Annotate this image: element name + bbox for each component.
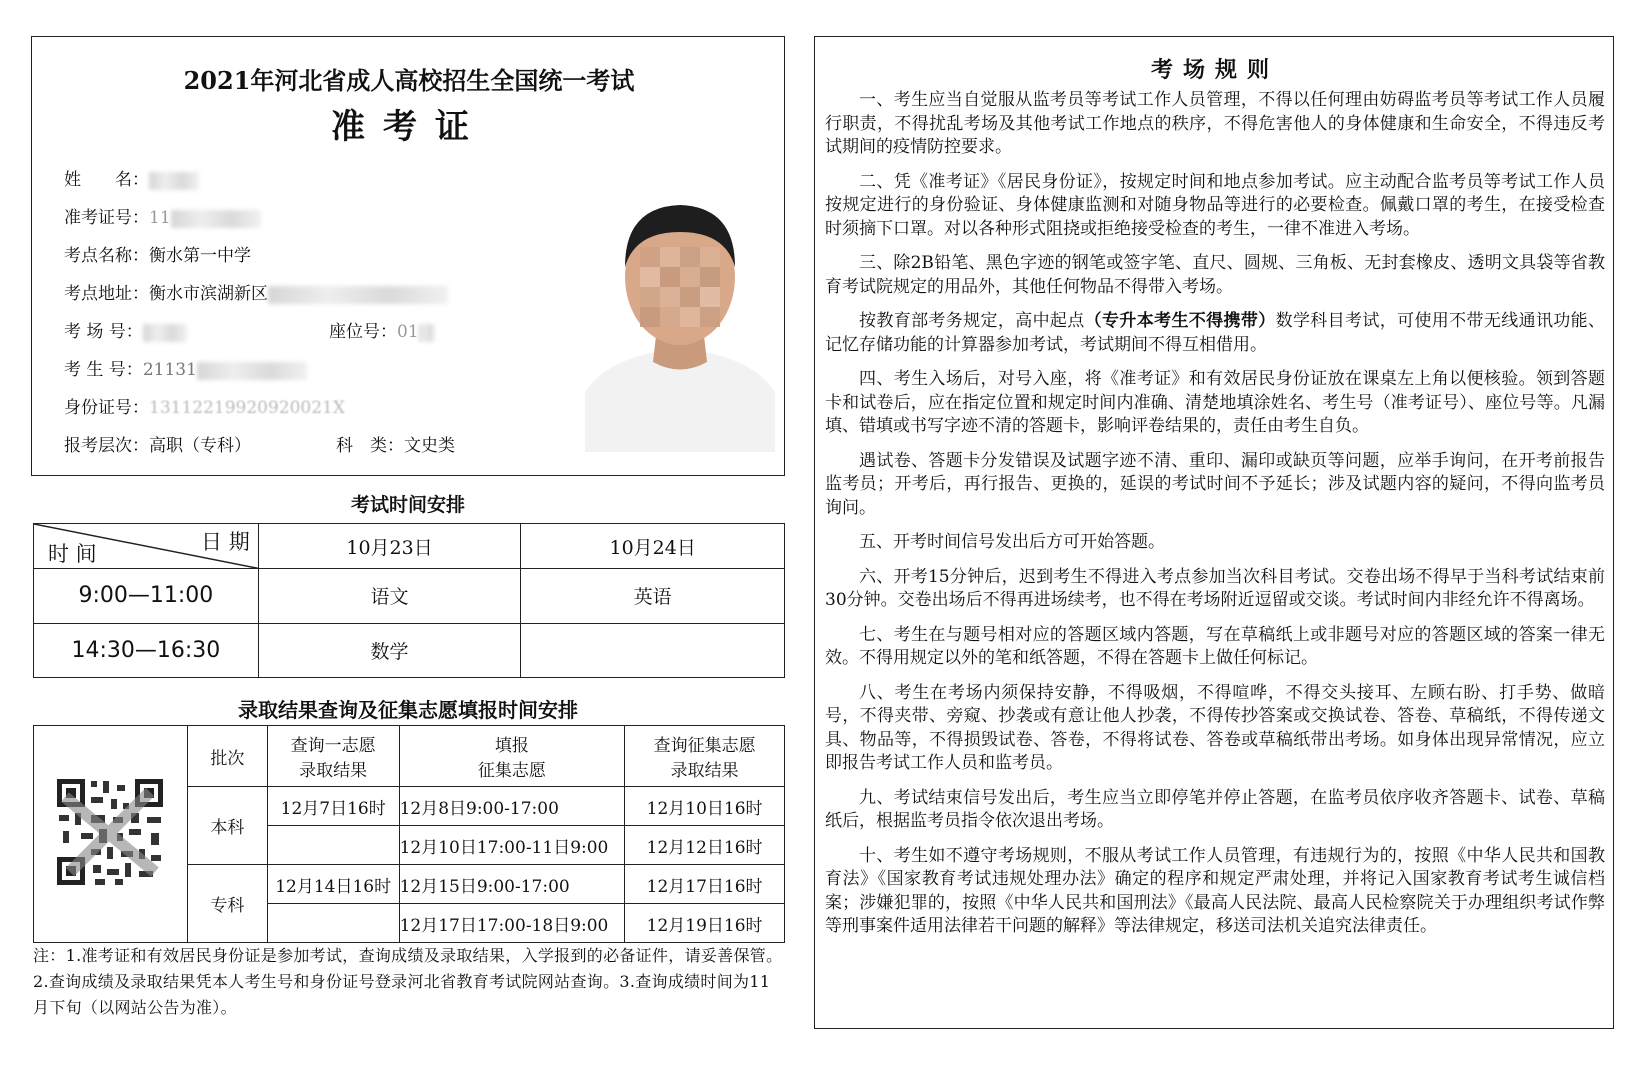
time-slot-2: 14:30—16:30 (34, 623, 259, 677)
candidate-no-label: 考 生 号： (64, 360, 143, 380)
subject-cell: 英语 (521, 569, 785, 623)
candidate-no-redacted (197, 362, 307, 380)
table-row (34, 623, 785, 677)
first-result-college: 12月14日16时 (267, 865, 399, 904)
exam-no-label: 准考证号： (64, 208, 149, 228)
rule-calculator-part1: 按教育部考务规定，高中起点 (859, 311, 1085, 331)
site-address-row (64, 279, 448, 304)
batch-college: 专科 (187, 865, 267, 943)
site-name-row (64, 241, 251, 266)
seat-partial: 01 (397, 322, 419, 342)
seat-row (329, 317, 435, 342)
header-fill (399, 726, 625, 787)
site-address-redacted (268, 286, 448, 304)
rule-paragraph: 十、考生如不遵守考场规则，不服从考试工作人员管理，有违规行为的，按照《中华人民共和国教育法》《国家教育考试违规处理办法》确定的程序和规定严肃处理，并将记入国家教育考试考生诚信档案；涉嫌犯罪的，按照《中华人民共和国刑法》《最高人民法院、最高人民检察院关于办理组织考试作弊等刑事案件适用法律若干问题的解释》等法律规定，移送司法机关追究法律责任。 (825, 845, 1605, 936)
header-first-result (267, 726, 399, 787)
level-label: 报考层次： (64, 436, 149, 456)
fill-window: 12月15日9:00-17:00 (399, 865, 625, 904)
rule-paragraph: 六、开考15分钟后，迟到考生不得进入考点参加当次科目考试。交卷出场不得早于当科考试结束前30分钟。交卷出场后不得再进场续考，也不得在考场附近逗留或交谈。考试时间内非经允许不得离场。 (825, 566, 1605, 610)
exam-no-partial: 11 (149, 208, 171, 228)
admission-schedule-title: 录取结果查询及征集志愿填报时间安排 (238, 698, 578, 722)
first-result-undergrad: 12月7日16时 (267, 787, 399, 826)
supp-result: 12月10日16时 (625, 787, 785, 826)
batch-undergrad: 本科 (187, 787, 267, 865)
seat-redacted (419, 324, 435, 342)
rule-paragraph: 九、考试结束信号发出后，考生应当立即停笔并停止答题，在监考员依序收齐答题卡、试卷、草稿纸后，根据监考员指令依次退出考场。 (825, 787, 1605, 831)
header-fill-line1: 填报 (494, 736, 529, 757)
category-value: 文史类 (404, 436, 455, 456)
header-date-label: 日 期 (201, 530, 250, 554)
site-address-label: 考点地址： (64, 284, 149, 304)
category-label: 科 类： (336, 436, 404, 456)
rule-paragraph: 三、除2B铅笔、黑色字迹的钢笔或签字笔、直尺、圆规、三角板、无封套橡皮、透明文具袋等省教育考试院规定的用品外，其他任何物品不得带入考场。 (825, 253, 1605, 297)
candidate-photo (585, 187, 775, 452)
header-time-label: 时 间 (48, 542, 97, 567)
fill-window: 12月17日17:00-18日9:00 (399, 904, 625, 943)
room-value-redacted (143, 324, 187, 342)
subject-cell (521, 623, 785, 677)
supp-result: 12月19日16时 (625, 904, 785, 943)
id-no-partial: 13112219920920021X (149, 398, 345, 418)
header-supp-result-line2: 录取结果 (670, 761, 739, 782)
rule-paragraph: 五、开考时间信号发出后方可开始答题。 (859, 532, 1165, 552)
notes: 注：1.准考证和有效居民身份证是参加考试，查询成绩及录取结果，入学报到的必备证件，请妥善保管。2.查询成绩及录取结果凭本人考生号和身份证号登录河北省教育考试院网站查询。3.查询成绩时间为11月下旬（以网站公告为准）。 (33, 946, 783, 1017)
candidate-no-partial: 21131 (142, 360, 197, 380)
rule-paragraph: 遇试卷、答题卡分发错误及试题字迹不清、重印、漏印或缺页等问题，应举手询问，在开考前报告监考员；开考后，再行报告、更换的，延误的考试时间不予延长；涉及试题内容的疑问，不得向监考员询问。 (825, 450, 1605, 518)
name-row (64, 165, 199, 190)
supp-result: 12月12日16时 (625, 826, 785, 865)
card-title: 2021年河北省成人高校招生全国统一考试 (183, 66, 635, 95)
candidate-no-row (64, 355, 307, 380)
exam-schedule-table (33, 523, 785, 678)
room-row (64, 317, 187, 342)
seat-label: 座位号： (329, 322, 397, 342)
empty-cell (267, 826, 399, 865)
header-supp-result-line1: 查询征集志愿 (653, 736, 756, 757)
fill-window: 12月10日17:00-11日9:00 (399, 826, 625, 865)
table-row (34, 569, 785, 623)
header-batch: 批次 (187, 726, 267, 787)
supp-result: 12月17日16时 (625, 865, 785, 904)
admission-card (31, 36, 785, 476)
header-supp-result (625, 726, 785, 787)
date-1: 10月23日 (258, 524, 521, 569)
subject-cell: 语文 (258, 569, 521, 623)
level-value: 高职（专科） (149, 436, 251, 456)
rule-paragraph: 一、考生应当自觉服从监考员等考试工作人员管理，不得以任何理由妨碍监考员等考试工作人员履行职责，不得扰乱考场及其他考试工作地点的秩序，不得危害他人的身体健康和生命安全，不得违反考试期间的疫情防控要求。 (825, 90, 1605, 157)
date-2: 10月24日 (521, 524, 785, 569)
site-name-value: 衡水第一中学 (149, 246, 251, 266)
exam-no-redacted (171, 210, 261, 228)
time-slot-1: 9:00—11:00 (34, 569, 259, 623)
fill-window: 12月8日9:00-17:00 (399, 787, 625, 826)
rules-body (825, 89, 1605, 950)
site-address-value: 衡水市滨湖新区 (149, 284, 268, 304)
header-fill-line2: 征集志愿 (477, 761, 546, 782)
qr-code (55, 777, 165, 887)
table-row (34, 726, 785, 787)
name-label: 姓 名： (64, 170, 149, 190)
qr-cell (34, 726, 188, 943)
rule-paragraph: 二、凭《准考证》《居民身份证》，按规定时间和地点参加考试。应主动配合监考员等考试工作人员按规定进行的身份验证、身体健康监测和对随身物品等进行的必要检查。佩戴口罩的考生，在接受检查时须摘下口罩。对以各种形式阻挠或拒绝接受检查的考生，一律不准进入考场。 (825, 171, 1605, 239)
rules-title: 考场规则 (1150, 57, 1279, 83)
header-first-result-line1: 查询一志愿 (290, 736, 376, 757)
subject-cell: 数学 (258, 623, 521, 677)
site-name-label: 考点名称： (64, 246, 149, 266)
id-no-row (64, 393, 345, 418)
admission-schedule-table (33, 725, 785, 943)
rule-paragraph (825, 310, 1605, 357)
exam-no-row (64, 203, 261, 228)
header-first-result-line2: 录取结果 (299, 761, 368, 782)
level-row (64, 431, 251, 456)
name-value-redacted (149, 172, 199, 190)
rule-paragraph: 四、考生入场后，对号入座，将《准考证》和有效居民身份证放在课桌左上角以便核验。领到答题卡和试卷后，应在指定位置和规定时间内准确、清楚地填涂姓名、考生号（准考证号）、座位号等。凡漏填、错填或书写字迹不清的答题卡，影响评卷结果的，责任由考生自负。 (825, 369, 1605, 436)
rule-paragraph: 七、考生在与题号相对应的答题区域内答题，写在草稿纸上或非题号对应的答题区域的答案一律无效。不得用规定以外的笔和纸答题，不得在答题卡上做任何标记。 (825, 624, 1605, 668)
rule-paragraph: 八、考生在考场内须保持安静，不得吸烟，不得喧哗，不得交头接耳、左顾右盼、打手势、做暗号，不得夹带、旁窥、抄袭或有意让他人抄袭，不得传抄答案或交换试卷、答卷、草稿纸，不得传递文具、物品等，不得损毁试卷、答卷，不得将试卷、答卷或草稿纸带出考场。如身体出现异常情况，应立即报告考试工作人员和监考员。 (825, 682, 1605, 773)
empty-cell (267, 904, 399, 943)
exam-schedule-title: 考试时间安排 (350, 494, 465, 516)
rule-calculator-part2: 数学科目考试，可使用不带无线通讯功能、记忆存储功能的计算器参加考试，考试期间不得互相借用。 (825, 311, 1606, 355)
category-row (336, 431, 455, 456)
exam-rules-panel (814, 36, 1614, 1029)
table-row (34, 524, 785, 569)
card-subtitle: 准考证 (331, 107, 487, 147)
diagonal-header-cell (34, 524, 259, 569)
room-label: 考 场 号： (64, 322, 143, 342)
rule-calculator-emphasis: （专升本考生不得携带） (1084, 311, 1276, 331)
id-no-label: 身份证号： (64, 398, 149, 418)
